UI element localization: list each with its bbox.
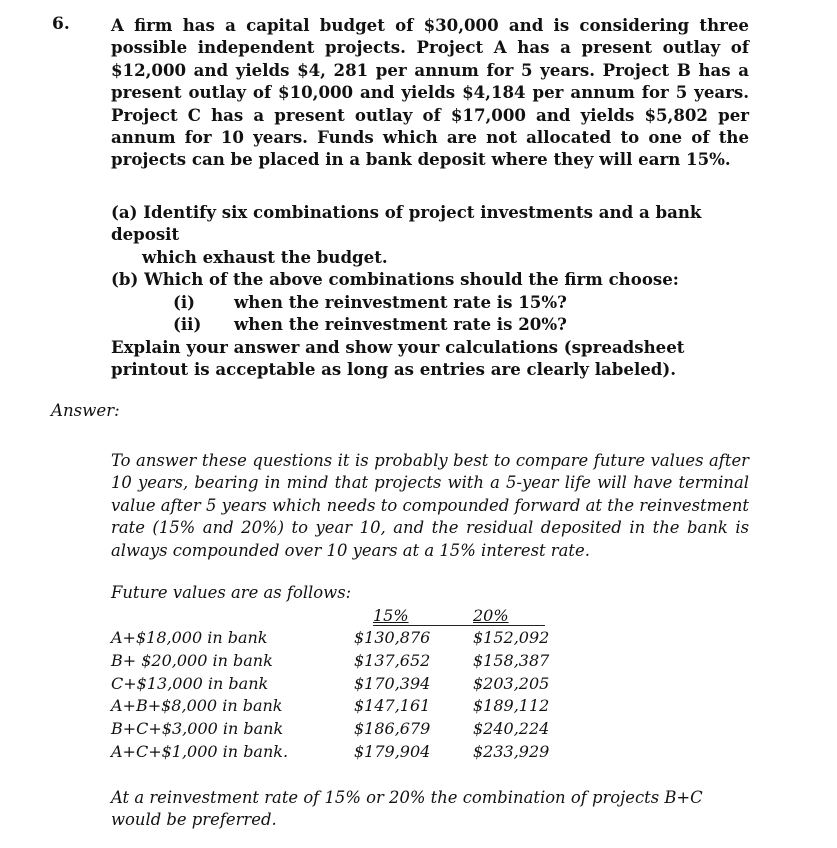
fv-15: $186,679 — [354, 719, 431, 738]
fv-20: $152,092 — [473, 628, 550, 647]
fv-20: $240,224 — [473, 719, 550, 738]
column-header-20: 20% — [473, 606, 509, 625]
fv-15: $137,652 — [354, 651, 431, 670]
combo-label: C+$13,000 in bank — [111, 674, 269, 693]
combo-label: A+B+$8,000 in bank — [111, 696, 283, 715]
header-underline — [373, 625, 545, 626]
answer-label: Answer: — [51, 401, 120, 420]
sub-question-i — [111, 291, 751, 313]
sub-question-ii — [111, 313, 751, 335]
fv-15: $179,904 — [354, 742, 431, 761]
fv-15: $170,394 — [354, 674, 431, 693]
conclusion: At a reinvestment rate of 15% or 20% the combination of projects B+C would be preferred. — [111, 788, 703, 830]
question-stem: A firm has a capital budget of $30,000 and is considering three possible independent projects. Project A has a present outlay of $12,000 and yields $4, 281 per annum for 5 years. Project B has a present outlay of $10,000 and yields $4,184 per annum for 5 years. Project C has a present outlay of $17,000 and yields $5,802 per annum for 10 years. Funds which are not allocated to one of the projects can be placed in a bank deposit where they will earn 15%. — [111, 15, 749, 170]
column-header-15: 15% — [373, 606, 409, 625]
fv-20: $189,112 — [473, 696, 550, 715]
fv-20: $158,387 — [473, 651, 550, 670]
fv-20: $233,929 — [473, 742, 550, 761]
combo-label: A+$18,000 in bank — [111, 628, 268, 647]
sub-ii-label: (ii) — [173, 314, 202, 335]
future-values-intro: Future values are as follows: — [111, 583, 352, 602]
question-number: 6. — [52, 14, 70, 34]
fv-15: $130,876 — [354, 628, 431, 647]
part-a — [111, 201, 751, 268]
answer-paragraph: To answer these questions it is probably best to compare future values after 10 years, bearing in mind that projects with a 5-year life will have terminal value after 5 years which needs to compounded forward at the reinvestment rate (15% and 20%) to year 10, and the residual deposited in the bank is always compounded over 10 years at a 15% interest rate. — [111, 451, 749, 560]
part-a-line1: (a) Identify six combinations of project investments and a bank deposit — [111, 202, 702, 245]
combo-label: B+C+$3,000 in bank — [111, 719, 284, 738]
fv-20: $203,205 — [473, 674, 550, 693]
combo-label: A+C+$1,000 in bank. — [111, 742, 289, 761]
fv-15: $147,161 — [354, 696, 431, 715]
part-b: (b) Which of the above combinations should the firm choose: — [111, 269, 679, 290]
part-a-line2: which exhaust the budget. — [142, 246, 388, 267]
sub-i-text: when the reinvestment rate is 15%? — [234, 291, 567, 312]
sub-ii-text: when the reinvestment rate is 20%? — [234, 314, 567, 335]
question-parts — [111, 201, 751, 335]
explain-instruction: Explain your answer and show your calculations (spreadsheet printout is acceptable as long as entries are clearly labeled). — [111, 337, 685, 380]
combo-label: B+ $20,000 in bank — [111, 651, 273, 670]
sub-i-label: (i) — [173, 291, 196, 312]
